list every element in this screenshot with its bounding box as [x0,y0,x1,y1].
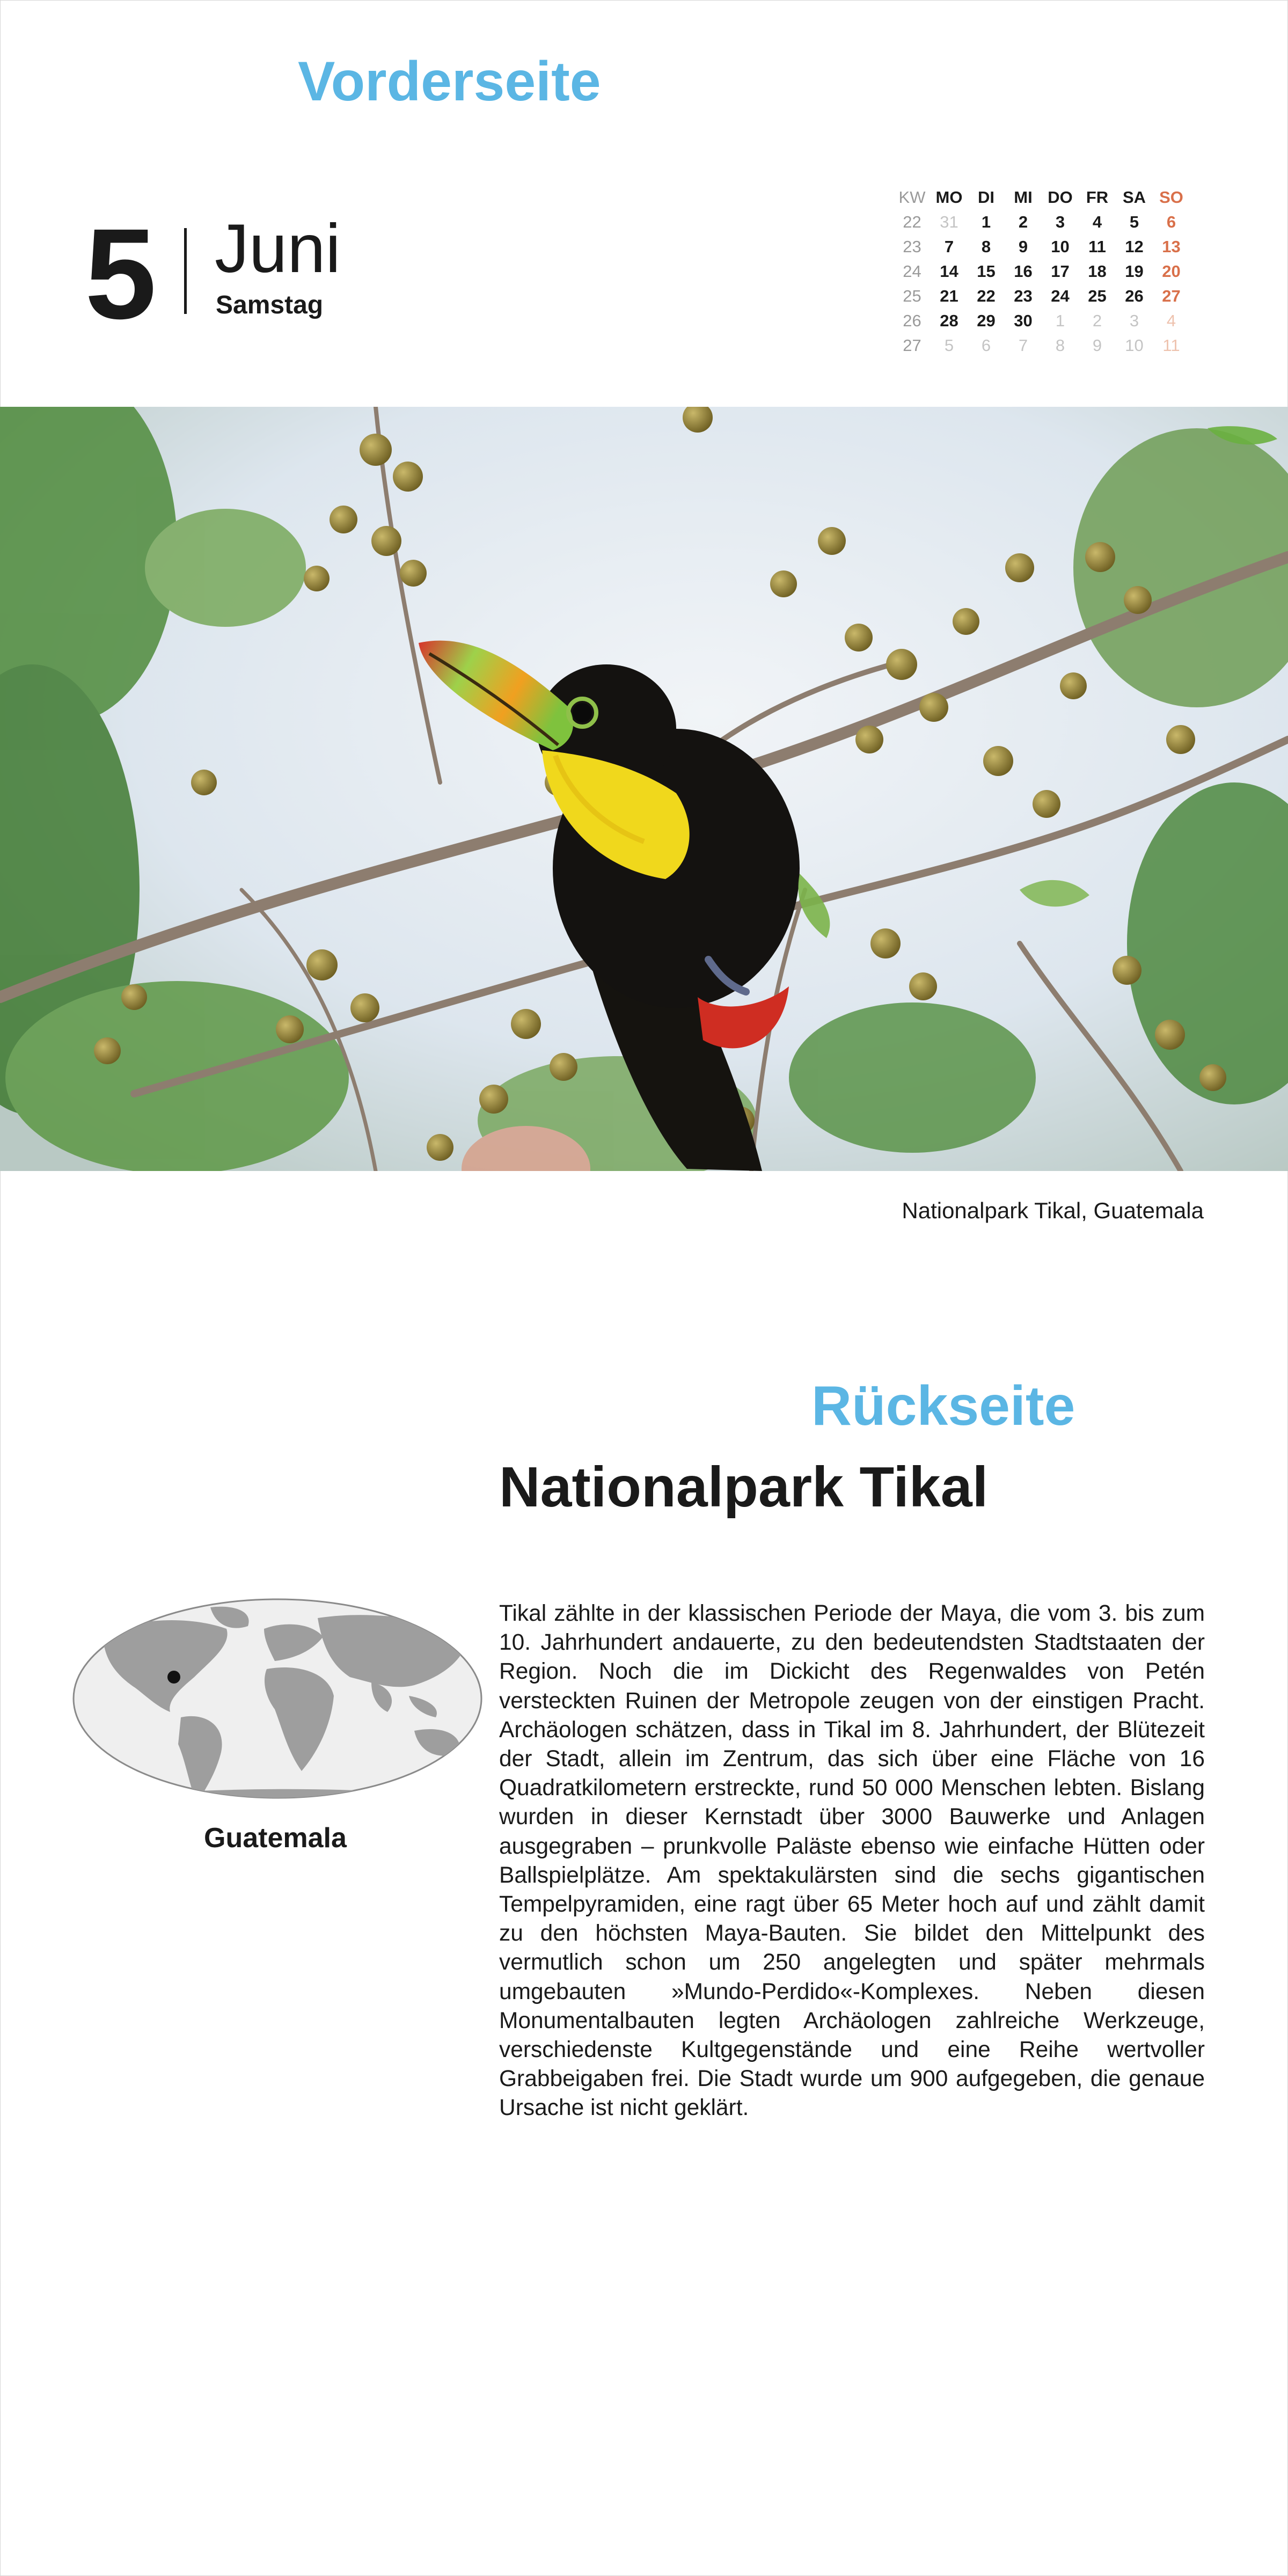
calendar-day: 21 [940,287,958,305]
day-number: 5 [85,202,157,346]
world-map-icon [71,1597,484,1806]
calendar-week-number: 27 [903,336,921,355]
calendar-day: 24 [1051,287,1070,305]
toucan-illustration [0,407,1288,1171]
calendar-day: 6 [1166,213,1176,231]
calendar-day: 3 [1055,213,1065,231]
calendar-day: 19 [1125,262,1144,281]
calendar-header-fr: FR [1086,188,1109,207]
calendar-day: 2 [1018,213,1028,231]
back-side-label: Rückseite [811,1375,1075,1437]
world-map [71,1597,484,1809]
calendar-week-row [894,284,1190,309]
calendar-week-number: 24 [903,262,921,281]
calendar-day: 9 [1018,237,1028,256]
calendar-day: 12 [1125,237,1144,256]
calendar-week-number: 26 [903,311,921,330]
calendar-day: 11 [1162,336,1180,355]
calendar-day: 8 [1055,336,1065,355]
calendar-day: 13 [1162,237,1181,256]
front-side-label: Vorderseite [298,50,601,113]
calendar-header-kw: KW [898,188,926,207]
calendar-day: 7 [1018,336,1028,355]
calendar-header-mi: MI [1014,188,1033,207]
calendar-day: 17 [1051,262,1070,281]
calendar-day: 4 [1166,311,1176,330]
calendar-day: 16 [1014,262,1033,281]
calendar-day: 15 [977,262,996,281]
month-name: Juni [215,210,341,287]
calendar-day: 28 [940,311,958,330]
calendar-week-row [894,333,1190,358]
calendar-header-row [894,185,1190,210]
calendar-day: 10 [1125,336,1144,355]
calendar-week-number: 23 [903,237,921,256]
calendar-day: 27 [1162,287,1181,305]
calendar-day: 31 [940,213,958,231]
calendar-header-di: DI [978,188,994,207]
calendar-day: 5 [1129,213,1139,231]
calendar-body [894,210,1190,358]
calendar-day: 5 [944,336,954,355]
calendar-day: 6 [981,336,991,355]
calendar-day: 20 [1162,262,1181,281]
guatemala-marker [167,1671,180,1684]
calendar-day: 1 [1055,311,1065,330]
calendar-day: 18 [1088,262,1107,281]
date-divider [184,228,187,314]
mini-calendar [894,185,1190,358]
calendar-day: 25 [1088,287,1107,305]
toucan-photo [0,407,1288,1171]
calendar-day: 26 [1125,287,1144,305]
calendar-week-number: 22 [903,213,921,231]
calendar-header-mo: MO [935,188,963,207]
calendar-day: 10 [1051,237,1070,256]
calendar-header-so: SO [1159,188,1183,207]
calendar-day: 1 [981,213,991,231]
calendar-day: 11 [1088,237,1106,256]
calendar-week-row [894,210,1190,235]
calendar-day: 2 [1092,311,1102,330]
calendar-day: 14 [940,262,958,281]
calendar-day: 23 [1014,287,1033,305]
calendar-day: 30 [1014,311,1033,330]
calendar-header-sa: SA [1122,188,1146,207]
map-label: Guatemala [204,1823,347,1854]
calendar-week-row [894,309,1190,333]
calendar-week-row [894,259,1190,284]
calendar-day: 4 [1092,213,1102,231]
calendar-week-row [894,235,1190,259]
calendar-week-number: 25 [903,287,921,305]
calendar-day: 22 [977,287,996,305]
calendar-day: 8 [981,237,991,256]
calendar-day: 7 [944,237,954,256]
photo-caption: Nationalpark Tikal, Guatemala [902,1198,1204,1223]
weekday-name: Samstag [216,291,324,319]
calendar-day: 9 [1092,336,1102,355]
article-title: Nationalpark Tikal [499,1455,989,1519]
article-body: Tikal zählte in der klassischen Periode der Maya, die vom 3. bis zum 10. Jahrhundert andauerte, zu den bedeutendsten Stadtstaaten der Region. Noch die im Dickicht des Regenwaldes von Petén versteckten Ruinen der Metropole zeugen von der einstigen Pracht. Archäologen schätzen, dass in Tikal im 8. Jahrhundert, der Blütezeit der Stadt, allein im Zentrum, das sich über eine Fläche von 16 Quadratkilometern erstreckte, rund 50 000 Menschen lebten. Bislang wurden in dieser Kernstadt über 3000 Bauwerke und Anlagen ausgegraben – prunkvolle Paläste ebenso wie einfache Hütten oder Ballspielplätze. Am spektakulärsten sind die sechs gigantischen Tempelpyramiden, eine ragt über 65 Meter hoch auf und zählt damit zu den höchsten Maya-Bauten. Sie bildet den Mittelpunkt des vermutlich schon um 250 angelegten und später mehrmals umgebauten »Mundo-Perdido«-Komplexes. Neben diesen Monumentalbauten legten Archäologen zahlreiche Werkzeuge, verschiedenste Kultgegenstände und eine Reihe wertvoller Grabbeigaben frei. Die Stadt wurde um 900 aufgegeben, die genaue Ursache ist nicht geklärt. [499,1601,1205,2121]
calendar-header-do: DO [1048,188,1073,207]
calendar-day: 29 [977,311,996,330]
calendar-day: 3 [1129,311,1139,330]
